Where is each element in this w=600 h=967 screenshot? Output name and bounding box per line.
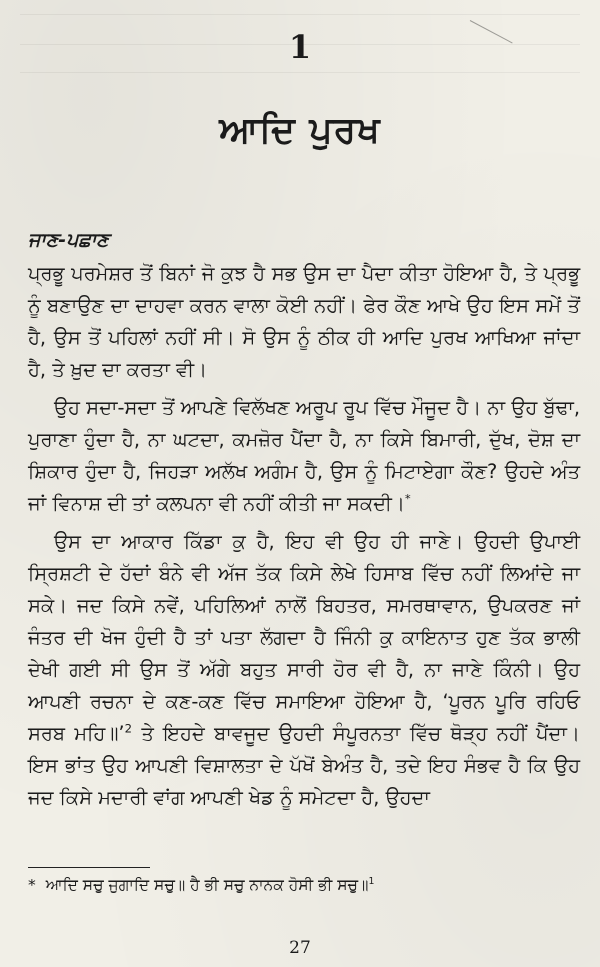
- paragraph: [28, 392, 580, 520]
- footnote-marker[interactable]: *: [404, 491, 411, 506]
- body-text: [28, 258, 580, 820]
- bleed-through-line: [20, 72, 580, 73]
- footnote: [28, 874, 580, 896]
- paragraph: [28, 526, 580, 814]
- footnote-reference[interactable]: 2: [124, 721, 132, 736]
- chapter-number: 1: [288, 28, 312, 66]
- section-heading: ਜਾਣ-ਪਛਾਣ: [28, 229, 109, 251]
- footnote-divider: [28, 867, 150, 868]
- paragraph-text: ਉਹ ਸਦਾ-ਸਦਾ ਤੋਂ ਆਪਣੇ ਵਿਲੱਖਣ ਅਰੂਪ ਰੂਪ ਵਿੱਚ ਮੌਜੂਦ ਹੈ। ਨਾ ਉਹ ਬੁੱਢਾ, ਪੁਰਾਣਾ ਹੁੰਦਾ ਹੈ, ਨਾ ਘਟਦਾ, ਕਮਜ਼ੋਰ ਪੈਂਦਾ ਹੈ, ਨਾ ਕਿਸੇ ਬਿਮਾਰੀ, ਦੁੱਖ, ਦੋਸ਼ ਦਾ ਸ਼ਿਕਾਰ ਹੁੰਦਾ ਹੈ, ਜਿਹੜਾ ਅਲੱਖ ਅਗੰਮ ਹੈ, ਉਸ ਨੂੰ ਮਿਟਾਏਗਾ ਕੌਣ? ਉਹਦੇ ਅੰਤ ਜਾਂ ਵਿਨਾਸ਼ ਦੀ ਤਾਂ ਕਲਪਨਾ ਵੀ ਨਹੀਂ ਕੀਤੀ ਜਾ ਸਕਦੀ।: [28, 396, 580, 515]
- footnote-mark: *: [28, 876, 36, 894]
- page-number: 27: [289, 938, 311, 958]
- footnote-reference: 1: [368, 875, 375, 887]
- paragraph-text: ਉਸ ਦਾ ਆਕਾਰ ਕਿੱਡਾ ਕੁ ਹੈ, ਇਹ ਵੀ ਉਹ ਹੀ ਜਾਣੇ। ਉਹਦੀ ਉਪਾਈ ਸ੍ਰਿਸ਼ਟੀ ਦੇ ਹੱਦਾਂ ਬੰਨੇ ਵੀ ਅੱਜ ਤੱਕ ਕਿਸੇ ਲੇਖੇ ਹਿਸਾਬ ਵਿੱਚ ਨਹੀਂ ਲਿਆਂਦੇ ਜਾ ਸਕੇ। ਜਦ ਕਿਸੇ ਨਵੇਂ, ਪਹਿਲਿਆਂ ਨਾਲੋਂ ਬਿਹਤਰ, ਸਮਰਥਾਵਾਨ, ਉਪਕਰਣ ਜਾਂ ਜੰਤਰ ਦੀ ਖੋਜ ਹੁੰਦੀ ਹੈ ਤਾਂ ਪਤਾ ਲੱਗਦਾ ਹੈ ਜਿੰਨੀ ਕੁ ਕਾਇਨਾਤ ਹੁਣ ਤੱਕ ਭਾਲੀ ਦੇਖੀ ਗਈ ਸੀ ਉਸ ਤੋਂ ਅੱਗੇ ਬਹੁਤ ਸਾਰੀ ਹੋਰ ਵੀ ਹੈ, ਨਾ ਜਾਣੇ ਕਿੰਨੀ। ਉਹ ਆਪਣੀ ਰਚਨਾ ਦੇ ਕਣ-ਕਣ ਵਿੱਚ ਸਮਾਇਆ ਹੋਇਆ ਹੈ, ‘ਪੂਰਨ ਪੂਰਿ ਰਹਿਓ ਸਰਬ ਮਹਿ॥’: [28, 530, 580, 745]
- chapter-title: ਆਦਿ ਪੁਰਖ: [219, 110, 381, 151]
- paragraph: [28, 258, 580, 386]
- bleed-through-line: [20, 14, 580, 15]
- paragraph-text-tail: ਤੇ ਇਹਦੇ ਬਾਵਜੂਦ ਉਹਦੀ ਸੰਪੂਰਨਤਾ ਵਿੱਚ ਥੋੜ੍ਹ ਨਹੀਂ ਪੈਂਦਾ। ਇਸ ਭਾਂਤ ਉਹ ਆਪਣੀ ਵਿਸ਼ਾਲਤਾ ਦੇ ਪੱਖੋਂ ਬੇਅੰਤ ਹੈ, ਤਦੇ ਇਹ ਸੰਭਵ ਹੈ ਕਿ ਉਹ ਜਦ ਕਿਸੇ ਮਦਾਰੀ ਵਾਂਗ ਆਪਣੀ ਖੇਡ ਨੂੰ ਸਮੇਟਦਾ ਹੈ, ਉਹਦਾ: [28, 722, 581, 809]
- footnote-text: ਆਦਿ ਸਚੁ ਜੁਗਾਦਿ ਸਚੁ॥ ਹੈ ਭੀ ਸਚੁ ਨਾਨਕ ਹੋਸੀ ਭੀ ਸਚੁ॥: [45, 876, 369, 894]
- paragraph-text: ਪ੍ਰਭੂ ਪਰਮੇਸ਼ਰ ਤੋਂ ਬਿਨਾਂ ਜੋ ਕੁਝ ਹੈ ਸਭ ਉਸ ਦਾ ਪੈਦਾ ਕੀਤਾ ਹੋਇਆ ਹੈ, ਤੇ ਪ੍ਰਭੂ ਨੂੰ ਬਣਾਉਣ ਦਾ ਦਾਹਵਾ ਕਰਨ ਵਾਲਾ ਕੋਈ ਨਹੀਂ। ਫੇਰ ਕੌਣ ਆਖੇ ਉਹ ਇਸ ਸਮੇਂ ਤੋਂ ਹੈ, ਉਸ ਤੋਂ ਪਹਿਲਾਂ ਨਹੀਂ ਸੀ। ਸੋ ਉਸ ਨੂੰ ਠੀਕ ਹੀ ਆਦਿ ਪੁਰਖ ਆਖਿਆ ਜਾਂਦਾ ਹੈ, ਤੇ ਖ਼ੁਦ ਦਾ ਕਰਤਾ ਵੀ।: [28, 262, 580, 381]
